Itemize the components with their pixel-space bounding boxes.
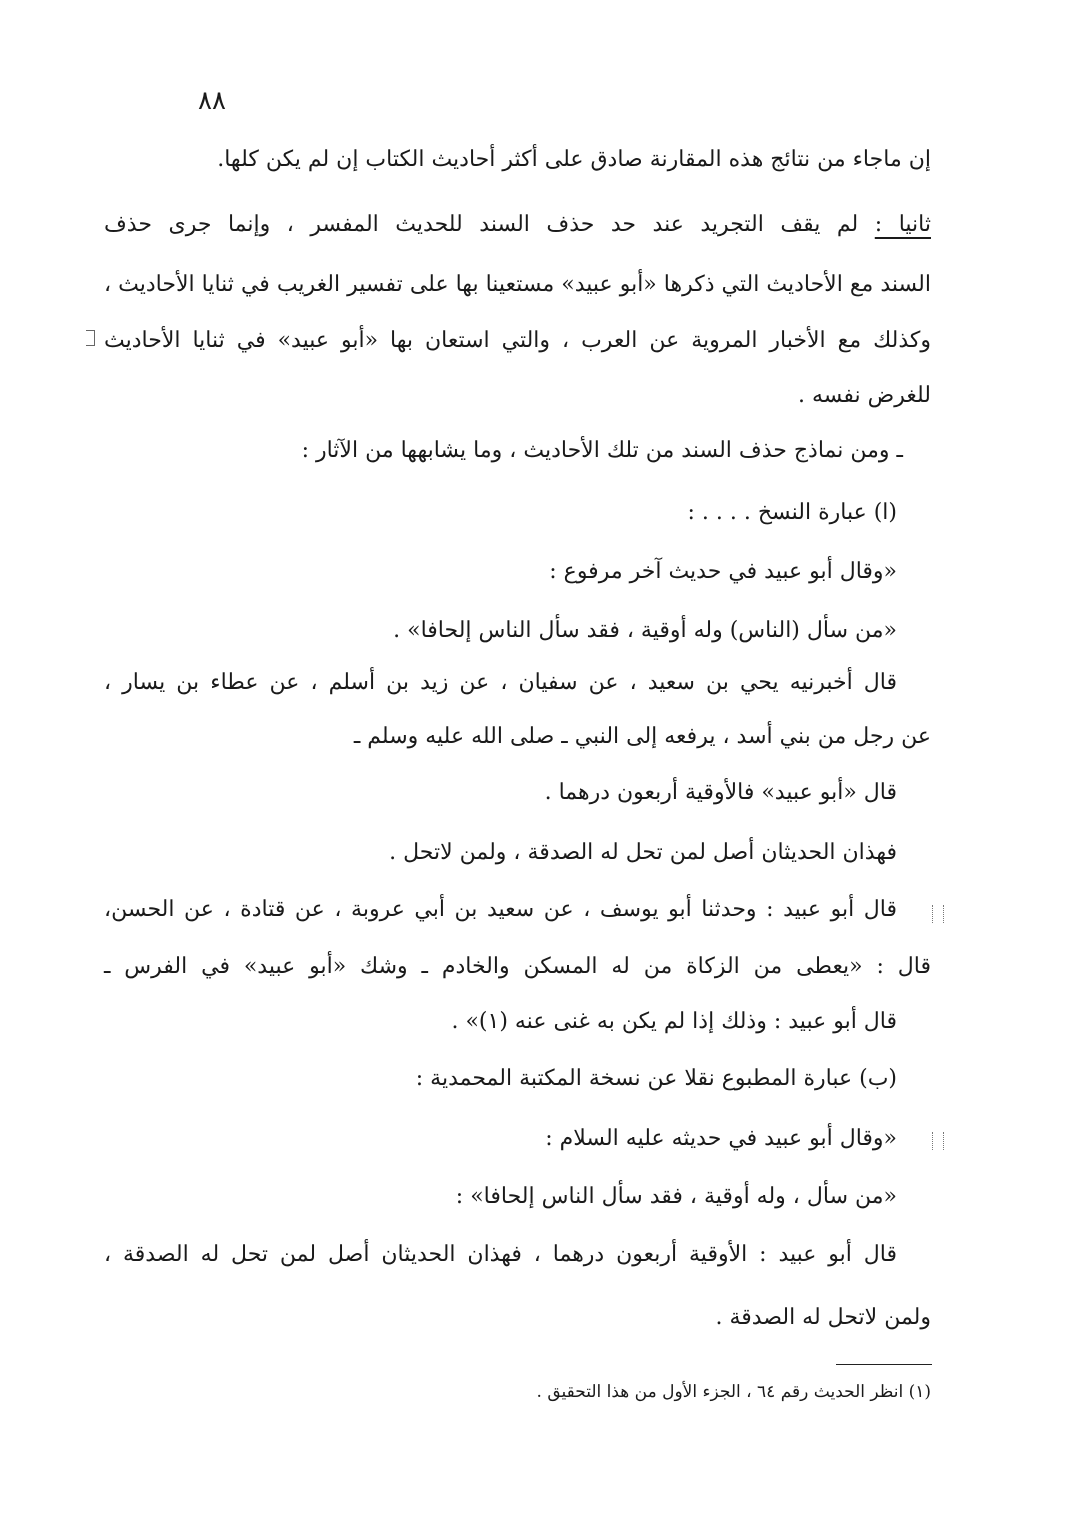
footnote: (١) انظر الحديث رقم ٦٤ ، الجزء الأول من هذا التحقيق .: [536, 1382, 931, 1402]
paragraph-line-13: فهذان الحديثان أصل لمن تحل له الصدقة ، ولمن لاتحل .: [389, 840, 897, 865]
paragraph-line-18: «وقال أبو عبيد في حديثه عليه السلام :: [545, 1126, 897, 1151]
paragraph-line-21: ولمن لاتحل له الصدقة .: [715, 1305, 931, 1330]
paragraph-line-6: ـ ومن نماذج حذف السند من تلك الأحاديث ، وما يشابهها من الآثار :: [301, 438, 903, 463]
subheading-b: (ب) عبارة المطبوع نقلا عن نسخة المكتبة المحمدية :: [415, 1066, 897, 1091]
paragraph-line-14: قال أبو عبيد : وحدثنا أبو يوسف ، عن سعيد بن أبي عروبة ، عن قتادة ، عن الحسن،: [104, 897, 897, 922]
paragraph-line-19: «من سأل ، وله أوقية ، فقد سأل الناس إلحافا» :: [455, 1184, 897, 1209]
paragraph-line-5: للغرض نفسه .: [798, 383, 931, 408]
paragraph-line-2: [104, 210, 931, 240]
margin-mark: [932, 905, 944, 923]
paragraph-line-11: عن رجل من بني أسد ، يرفعه إلى النبي ـ صلى الله عليه وسلم ـ: [353, 724, 931, 749]
subheading-a: (ا) عبارة النسخ . . . . :: [687, 500, 897, 525]
heading-thaniyan: ثانيا :: [874, 212, 931, 237]
paragraph-line-9: «من سأل (الناس) وله أوقية ، فقد سأل الناس إلحافا» .: [393, 618, 897, 643]
paragraph-line-10: قال أخبرنيه يحي بن سعيد ، عن سفيان ، عن زيد بن أسلم ، عن عطاء بن يسار ،: [104, 670, 897, 695]
footnote-divider: [836, 1364, 932, 1365]
paragraph-line-15: قال : «يعطى من الزكاة من له المسكن والخادم ـ وشك «أبو عبيد» في الفرس ـ: [104, 954, 931, 979]
paragraph-line-16: قال أبو عبيد : وذلك إذا لم يكن به غنى عنه (١)» .: [451, 1009, 897, 1034]
paragraph-line-12: قال «أبو عبيد» فالأوقية أربعون درهما .: [544, 780, 897, 805]
paragraph-line-3: السند مع الأحاديث التي ذكرها «أبو عبيد» مستعينا بها على تفسير الغريب في ثنايا الأحاديث ،: [104, 272, 931, 297]
margin-mark: [932, 1132, 944, 1150]
paragraph-line-8: «وقال أبو عبيد في حديث آخر مرفوع :: [549, 559, 897, 584]
paragraph-line-2-text: لم يقف التجريد عند حد حذف السند للحديث المفسر ، وإنما جرى حذف: [104, 212, 859, 237]
paragraph-line-4: وكذلك مع الأخبار المروية عن العرب ، والتي استعان بها «أبو عبيد» في ثنايا الأحاديث: [104, 328, 931, 353]
paragraph-line-1: إن ماجاء من نتائج هذه المقارنة صادق على أكثر أحاديث الكتاب إن لم يكن كلها.: [217, 147, 931, 172]
paragraph-line-20: قال أبو عبيد : الأوقية أربعون درهما ، فهذان الحديثان أصل لمن تحل له الصدقة ،: [104, 1242, 897, 1267]
bracket-mark: [86, 330, 95, 346]
page-number: ٨٨: [198, 86, 226, 116]
